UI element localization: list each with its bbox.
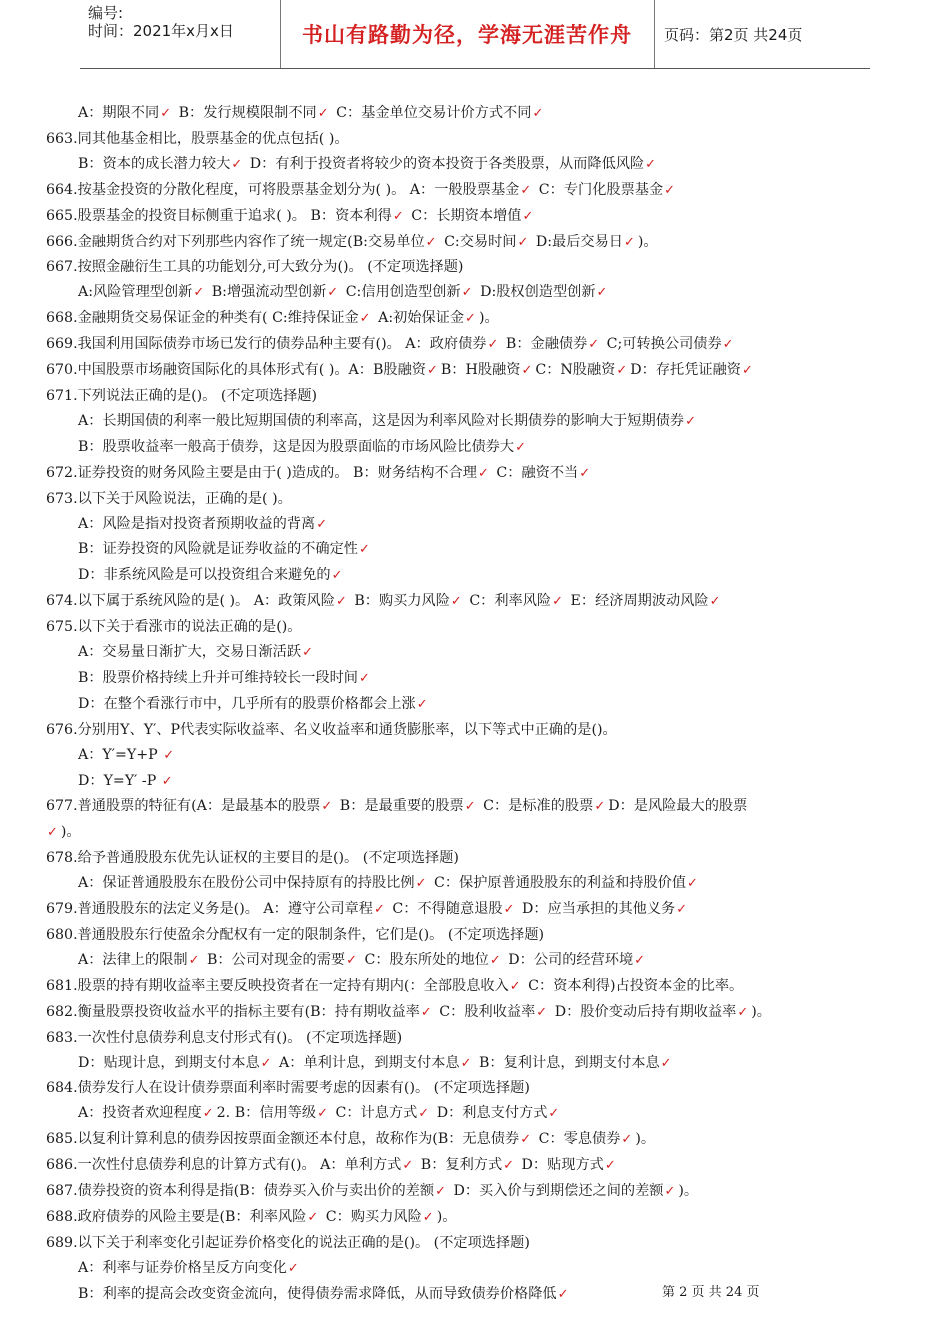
check-icon: ✓: [515, 439, 526, 455]
check-icon: ✓: [422, 1209, 434, 1225]
check-icon: ✓: [416, 696, 428, 712]
text-line: A：Y′=Y+P ✓: [78, 746, 175, 763]
motto-text: 书山有路勤为径，学海无涯苦作舟: [302, 23, 632, 47]
check-icon: ✓: [402, 1158, 414, 1174]
check-icon: ✓: [317, 1106, 328, 1122]
text-line: 684.债券发行人在设计债券票面利率时需要考虑的因素有()。 (不定项选择题): [46, 1080, 530, 1097]
text-line: 678.给予普通股股东优先认证权的主要目的是()。 (不定项选择题): [46, 850, 459, 867]
text-line: 670.中国股票市场融资国际化的具体形式有( )。A：B股融资✓ B：H股融资✓ C：N股融资✓ D：存托凭证融资✓: [46, 362, 753, 379]
text-line: 689.以下关于利率变化引起证券价格变化的说法正确的是()。 (不定项选择题): [46, 1234, 530, 1251]
check-icon: ✓: [161, 773, 173, 789]
text-line: 685.以复利计算利息的债券因按票面金额还本付息，故称作为(B：无息债券✓ C：零息债券✓ )。: [46, 1131, 656, 1148]
check-icon: ✓: [521, 363, 533, 379]
check-icon: ✓: [645, 156, 657, 172]
check-icon: ✓: [557, 1286, 569, 1302]
check-icon: ✓: [660, 1055, 672, 1071]
check-icon: ✓: [520, 182, 532, 198]
check-icon: ✓: [623, 234, 635, 250]
text-line: 673.以下关于风险说法，正确的是( )。: [46, 490, 292, 507]
text-line: A：风险是指对投资者预期收益的背离✓: [78, 515, 328, 532]
check-icon: ✓: [435, 1184, 446, 1200]
check-icon: ✓: [687, 876, 698, 892]
check-icon: ✓: [373, 902, 385, 918]
check-icon: ✓: [509, 978, 521, 994]
text-line: D：非系统风险是可以投资组合来避免的✓: [78, 567, 343, 584]
text-line: B：利率的提高会改变资金流向，使得债券需求降低，从而导致债券价格降低✓: [78, 1285, 569, 1302]
header-page-cell: [654, 0, 870, 68]
page-label: 页码：第2页 共24页: [664, 25, 803, 44]
check-icon: ✓: [426, 363, 438, 379]
check-icon: ✓: [450, 594, 462, 610]
check-icon: ✓: [634, 952, 646, 968]
text-line: 688.政府债券的风险主要是(B：利率风险✓ C：购买力风险✓ )。: [46, 1208, 457, 1225]
check-icon: ✓: [536, 1004, 548, 1020]
check-icon: ✓: [47, 825, 58, 841]
check-icon: ✓: [327, 285, 339, 301]
text-line: A：投资者欢迎程度✓ 2. B：信用等级✓ C：计息方式✓ D：利息支付方式✓: [78, 1105, 560, 1122]
text-line: 668.金融期货交易保证金的种类有( C:维持保证金✓ A:初始保证金✓ )。: [46, 310, 499, 327]
text-line: 679.普通股股东的法定义务是()。 A：遵守公司章程✓ C：不得随意退股✓ D：应当承担的其他义务✓: [46, 901, 688, 918]
check-icon: ✓: [287, 1260, 299, 1276]
check-icon: ✓: [596, 285, 608, 301]
check-icon: ✓: [552, 594, 564, 610]
text-line: ✓ )。: [47, 824, 81, 841]
check-icon: ✓: [522, 208, 534, 224]
check-icon: ✓: [464, 799, 476, 815]
text-line: 669.我国利用国际债券市场已发行的债券品种主要有()。 A：政府债券✓ B：金融债券✓ C;可转换公司债券✓: [46, 336, 734, 353]
text-line: D：贴现计息，到期支付本息✓ A：单利计息，到期支付本息✓ B：复利计息，到期支付本息✓: [78, 1054, 672, 1071]
text-line: 674.以下属于系统风险的是( )。 A：政策风险✓ B：购买力风险✓ C：利率风险✓ E：经济周期波动风险✓: [46, 593, 721, 610]
check-icon: ✓: [335, 594, 347, 610]
check-icon: ✓: [317, 106, 329, 121]
check-icon: ✓: [709, 594, 721, 610]
check-icon: ✓: [664, 182, 676, 198]
check-icon: ✓: [594, 799, 606, 815]
text-line: D：在整个看涨行市中，几乎所有的股票价格都会上涨✓: [78, 695, 428, 712]
check-icon: ✓: [579, 465, 591, 481]
text-line: 665.股票基金的投资目标侧重于追求( )。 B：资本利得✓ C：长期资本增值✓: [46, 207, 534, 224]
check-icon: ✓: [621, 1132, 633, 1148]
check-icon: ✓: [188, 952, 200, 968]
check-icon: ✓: [616, 363, 628, 379]
text-line: 676.分别用Y、Y′、P代表实际收益率、名义收益率和通货膨胀率，以下等式中正确的是()。: [46, 721, 617, 738]
text-line: A：长期国债的利率一般比短期国债的利率高，这是因为利率风险对长期债券的影响大于短期债券✓: [78, 412, 697, 429]
check-icon: ✓: [489, 952, 501, 968]
document-body: [46, 101, 916, 1308]
check-icon: ✓: [160, 106, 172, 121]
check-icon: ✓: [465, 311, 476, 327]
text-line: 677.普通股票的特征有(A：是最基本的股票✓ B：是最重要的股票✓ C：是标准的股票✓ D：是风险最大的股票: [46, 798, 748, 815]
text-line: A:风险管理型创新✓ B:增强流动型创新✓ C:信用创造型创新✓ D:股权创造型创新✓: [78, 284, 608, 301]
text-line: 675.以下关于看涨市的说法正确的是()。: [46, 619, 302, 636]
text-line: 680.普通股股东行使盈余分配权有一定的限制条件，它们是()。 (不定项选择题): [46, 927, 545, 943]
check-icon: ✓: [503, 902, 515, 918]
text-line: A：利率与证券价格呈反方向变化✓: [78, 1259, 299, 1276]
check-icon: ✓: [331, 568, 343, 584]
text-line: 666.金融期货合约对下列那些内容作了统一规定(B:交易单位✓ C:交易时间✓ D:最后交易日✓ )。: [46, 233, 658, 250]
header-motto-cell: [280, 0, 655, 68]
check-icon: ✓: [392, 208, 404, 224]
check-icon: ✓: [193, 285, 205, 301]
text-line: 681.股票的持有期收益率主要反映投资者在一定持有期内(：全部股息收入✓ C：资本利得)占投资本金的比率。: [46, 977, 744, 994]
check-icon: ✓: [737, 1004, 749, 1020]
text-line: 683.一次性付息债券利息支付形式有()。 (不定项选择题): [46, 1029, 403, 1046]
text-line: A：交易量日渐扩大，交易日渐活跃✓: [78, 644, 313, 661]
check-icon: ✓: [588, 337, 600, 353]
check-icon: ✓: [425, 234, 437, 250]
header-meta-cell: [80, 0, 281, 68]
check-icon: ✓: [604, 1158, 616, 1174]
check-icon: ✓: [741, 363, 753, 379]
text-line: B：资本的成长潜力较大✓ D：有利于投资者将较少的资本投资于各类股票，从而降低风险✓: [78, 155, 657, 172]
check-icon: ✓: [477, 465, 489, 481]
time-label: 时间：2021年x月x日: [88, 22, 234, 40]
check-icon: ✓: [316, 516, 328, 532]
check-icon: ✓: [202, 1106, 214, 1122]
check-icon: ✓: [503, 1158, 515, 1174]
check-icon: ✓: [487, 337, 499, 353]
check-icon: ✓: [664, 1184, 676, 1200]
text-line: B：股票收益率一般高于债券，这是因为股票面临的市场风险比债券大✓: [78, 438, 526, 455]
check-icon: ✓: [676, 902, 688, 918]
check-icon: ✓: [548, 1106, 560, 1122]
check-icon: ✓: [346, 952, 357, 968]
check-icon: ✓: [520, 1132, 532, 1148]
check-icon: ✓: [302, 645, 313, 661]
text-line: 672.证券投资的财务风险主要是由于( )造成的。 B：财务结构不合理✓ C：融资不当✓: [46, 464, 591, 481]
text-line: B：证券投资的风险就是证券收益的不确定性✓: [78, 541, 370, 558]
check-icon: ✓: [307, 1209, 319, 1225]
text-line: 663.同其他基金相比，股票基金的优点包括( )。: [46, 130, 349, 147]
check-icon: ✓: [460, 1055, 472, 1071]
check-icon: ✓: [163, 747, 175, 763]
check-icon: ✓: [415, 876, 427, 892]
check-icon: ✓: [321, 799, 333, 815]
check-icon: ✓: [359, 670, 370, 686]
check-icon: ✓: [517, 234, 529, 250]
check-icon: ✓: [532, 106, 544, 121]
page-header: [80, 0, 870, 69]
text-line: 671.下列说法正确的是()。 (不定项选择题): [46, 387, 318, 404]
text-line: A：保证普通股股东在股份公司中保持原有的持股比例✓ C：保护原普通股股东的利益和持股价值✓: [78, 875, 698, 892]
check-icon: ✓: [685, 413, 697, 429]
text-line: A：法律上的限制✓ B：公司对现金的需要✓ C：股东所处的地位✓ D：公司的经营环境✓: [78, 951, 646, 968]
text-line: A：期限不同✓ B：发行规模限制不同✓ C：基金单位交易计价方式不同✓: [78, 105, 544, 121]
text-line: 687.债券投资的资本利得是指(B：债券买入价与卖出价的差额✓ D：买入价与到期偿还之间的差额✓ )。: [46, 1183, 699, 1200]
check-icon: ✓: [722, 337, 734, 353]
check-icon: ✓: [260, 1055, 272, 1071]
check-icon: ✓: [420, 1004, 432, 1020]
text-line: D：Y=Y′ -P ✓: [78, 772, 173, 789]
check-icon: ✓: [231, 156, 243, 172]
check-icon: ✓: [461, 285, 473, 301]
text-line: 682.衡量股票投资收益水平的指标主要有(B：持有期收益率✓ C：股利收益率✓ D：股价变动后持有期收益率✓ )。: [46, 1003, 771, 1020]
page-footer: 第 2 页 共 24 页: [662, 1285, 760, 1300]
check-icon: ✓: [418, 1106, 430, 1122]
text-line: 667.按照金融衍生工具的功能划分,可大致分为()。 (不定项选择题): [46, 259, 464, 276]
check-icon: ✓: [359, 311, 371, 327]
check-icon: ✓: [359, 542, 370, 558]
text-line: 664.按基金投资的分散化程度，可将股票基金划分为( )。 A：一般股票基金✓ C：专门化股票基金✓: [46, 181, 676, 198]
text-line: B：股票价格持续上升并可维持较长一段时间✓: [78, 669, 370, 686]
text-line: 686.一次性付息债券利息的计算方式有()。 A：单利方式✓ B：复利方式✓ D：贴现方式✓: [46, 1157, 616, 1174]
number-label: 编号:: [88, 4, 124, 22]
